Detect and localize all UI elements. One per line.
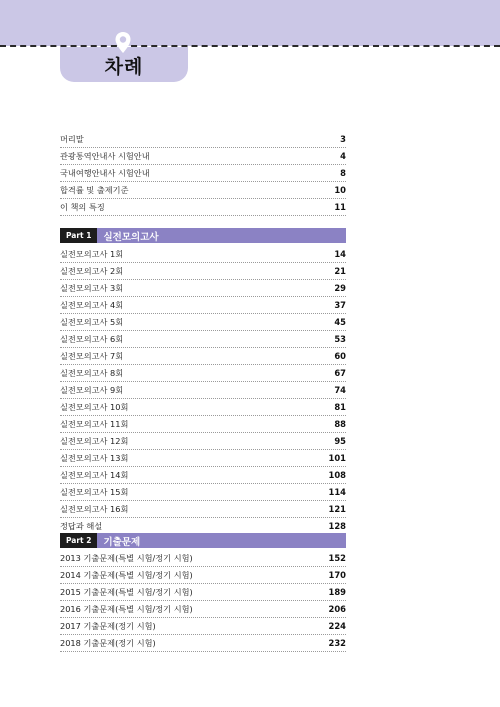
toc-entry-label: 실전모의고사 7회 (60, 351, 124, 361)
toc-page-number: 189 (328, 587, 346, 597)
toc-entry-label: 실전모의고사 14회 (60, 470, 129, 480)
toc-row[interactable] (60, 584, 346, 601)
part-1-toc-list (60, 246, 346, 535)
part-2-title: 기출문제 (103, 536, 141, 548)
part-2-header (60, 533, 346, 548)
toc-row[interactable] (60, 399, 346, 416)
toc-entry-label: 실전모의고사 5회 (60, 317, 124, 327)
toc-page-number: 8 (340, 168, 346, 178)
toc-page-number: 152 (328, 553, 346, 563)
toc-page-number: 170 (328, 570, 346, 580)
toc-row[interactable] (60, 246, 346, 263)
toc-row[interactable] (60, 382, 346, 399)
toc-row[interactable] (60, 635, 346, 652)
toc-row[interactable] (60, 467, 346, 484)
toc-page-number: 101 (328, 453, 346, 463)
toc-row[interactable] (60, 182, 346, 199)
toc-entry-label: 실전모의고사 9회 (60, 385, 124, 395)
toc-entry-label: 2016 기출문제(특별 시험/정기 시험) (60, 604, 193, 614)
toc-page-number: 10 (334, 185, 346, 195)
toc-page-number: 81 (334, 402, 346, 412)
toc-entry-label: 2014 기출문제(특별 시험/정기 시험) (60, 570, 193, 580)
toc-entry-label: 머리말 (60, 134, 84, 144)
toc-page-number: 60 (334, 351, 346, 361)
toc-entry-label: 실전모의고사 2회 (60, 266, 124, 276)
toc-page-number: 11 (334, 202, 346, 212)
toc-entry-label: 2013 기출문제(특별 시험/정기 시험) (60, 553, 193, 563)
toc-page-number: 114 (328, 487, 346, 497)
toc-page-number: 21 (334, 266, 346, 276)
toc-entry-label: 실전모의고사 16회 (60, 504, 129, 514)
toc-entry-label: 실전모의고사 11회 (60, 419, 129, 429)
header-band (0, 0, 500, 46)
toc-entry-label: 이 책의 특징 (60, 202, 105, 212)
toc-page-number: 121 (328, 504, 346, 514)
toc-row[interactable] (60, 501, 346, 518)
toc-entry-label: 정답과 해설 (60, 521, 103, 531)
toc-row[interactable] (60, 550, 346, 567)
toc-page-number: 14 (334, 249, 346, 259)
toc-entry-label: 실전모의고사 6회 (60, 334, 124, 344)
toc-row[interactable] (60, 199, 346, 216)
toc-entry-label: 실전모의고사 15회 (60, 487, 129, 497)
toc-page-number: 224 (328, 621, 346, 631)
toc-row[interactable] (60, 348, 346, 365)
toc-row[interactable] (60, 567, 346, 584)
intro-toc-list (60, 131, 346, 216)
toc-entry-label: 실전모의고사 8회 (60, 368, 124, 378)
toc-page-number: 4 (340, 151, 346, 161)
toc-row[interactable] (60, 433, 346, 450)
toc-row[interactable] (60, 416, 346, 433)
toc-page-number: 37 (334, 300, 346, 310)
toc-page-number: 74 (334, 385, 346, 395)
toc-entry-label: 국내여행안내사 시험안내 (60, 168, 150, 178)
part-1-title: 실전모의고사 (103, 231, 159, 243)
page-title: 차례 (104, 56, 144, 78)
toc-entry-label: 실전모의고사 4회 (60, 300, 124, 310)
toc-row[interactable] (60, 280, 346, 297)
toc-page-number: 95 (334, 436, 346, 446)
part-2-tag: Part 2 (60, 533, 97, 548)
toc-row[interactable] (60, 601, 346, 618)
toc-page-number: 88 (334, 419, 346, 429)
toc-entry-label: 실전모의고사 13회 (60, 453, 129, 463)
toc-entry-label: 합격률 및 출제기준 (60, 185, 129, 195)
toc-page-number: 128 (328, 521, 346, 531)
toc-page-number: 53 (334, 334, 346, 344)
toc-row[interactable] (60, 297, 346, 314)
toc-row[interactable] (60, 365, 346, 382)
toc-page-number: 67 (334, 368, 346, 378)
toc-page-number: 45 (334, 317, 346, 327)
toc-entry-label: 실전모의고사 10회 (60, 402, 129, 412)
toc-row[interactable] (60, 618, 346, 635)
toc-row[interactable] (60, 484, 346, 501)
toc-entry-label: 2015 기출문제(특별 시험/정기 시험) (60, 587, 193, 597)
part-1-tag: Part 1 (60, 228, 97, 243)
toc-row[interactable] (60, 450, 346, 467)
toc-entry-label: 2018 기출문제(정기 시험) (60, 638, 156, 648)
toc-entry-label: 실전모의고사 12회 (60, 436, 129, 446)
toc-row[interactable] (60, 263, 346, 280)
toc-page-number: 232 (328, 638, 346, 648)
toc-page-number: 108 (328, 470, 346, 480)
toc-entry-label: 실전모의고사 1회 (60, 249, 124, 259)
toc-page-number: 3 (340, 134, 346, 144)
toc-entry-label: 2017 기출문제(정기 시험) (60, 621, 156, 631)
toc-row[interactable] (60, 131, 346, 148)
part-2-toc-list (60, 550, 346, 652)
location-pin-icon (114, 31, 132, 55)
part-1-header (60, 228, 346, 243)
toc-entry-label: 실전모의고사 3회 (60, 283, 124, 293)
toc-row[interactable] (60, 148, 346, 165)
toc-row[interactable] (60, 314, 346, 331)
toc-row[interactable] (60, 165, 346, 182)
toc-page-number: 206 (328, 604, 346, 614)
toc-page-number: 29 (334, 283, 346, 293)
toc-entry-label: 관광통역안내사 시험안내 (60, 151, 150, 161)
toc-row[interactable] (60, 331, 346, 348)
